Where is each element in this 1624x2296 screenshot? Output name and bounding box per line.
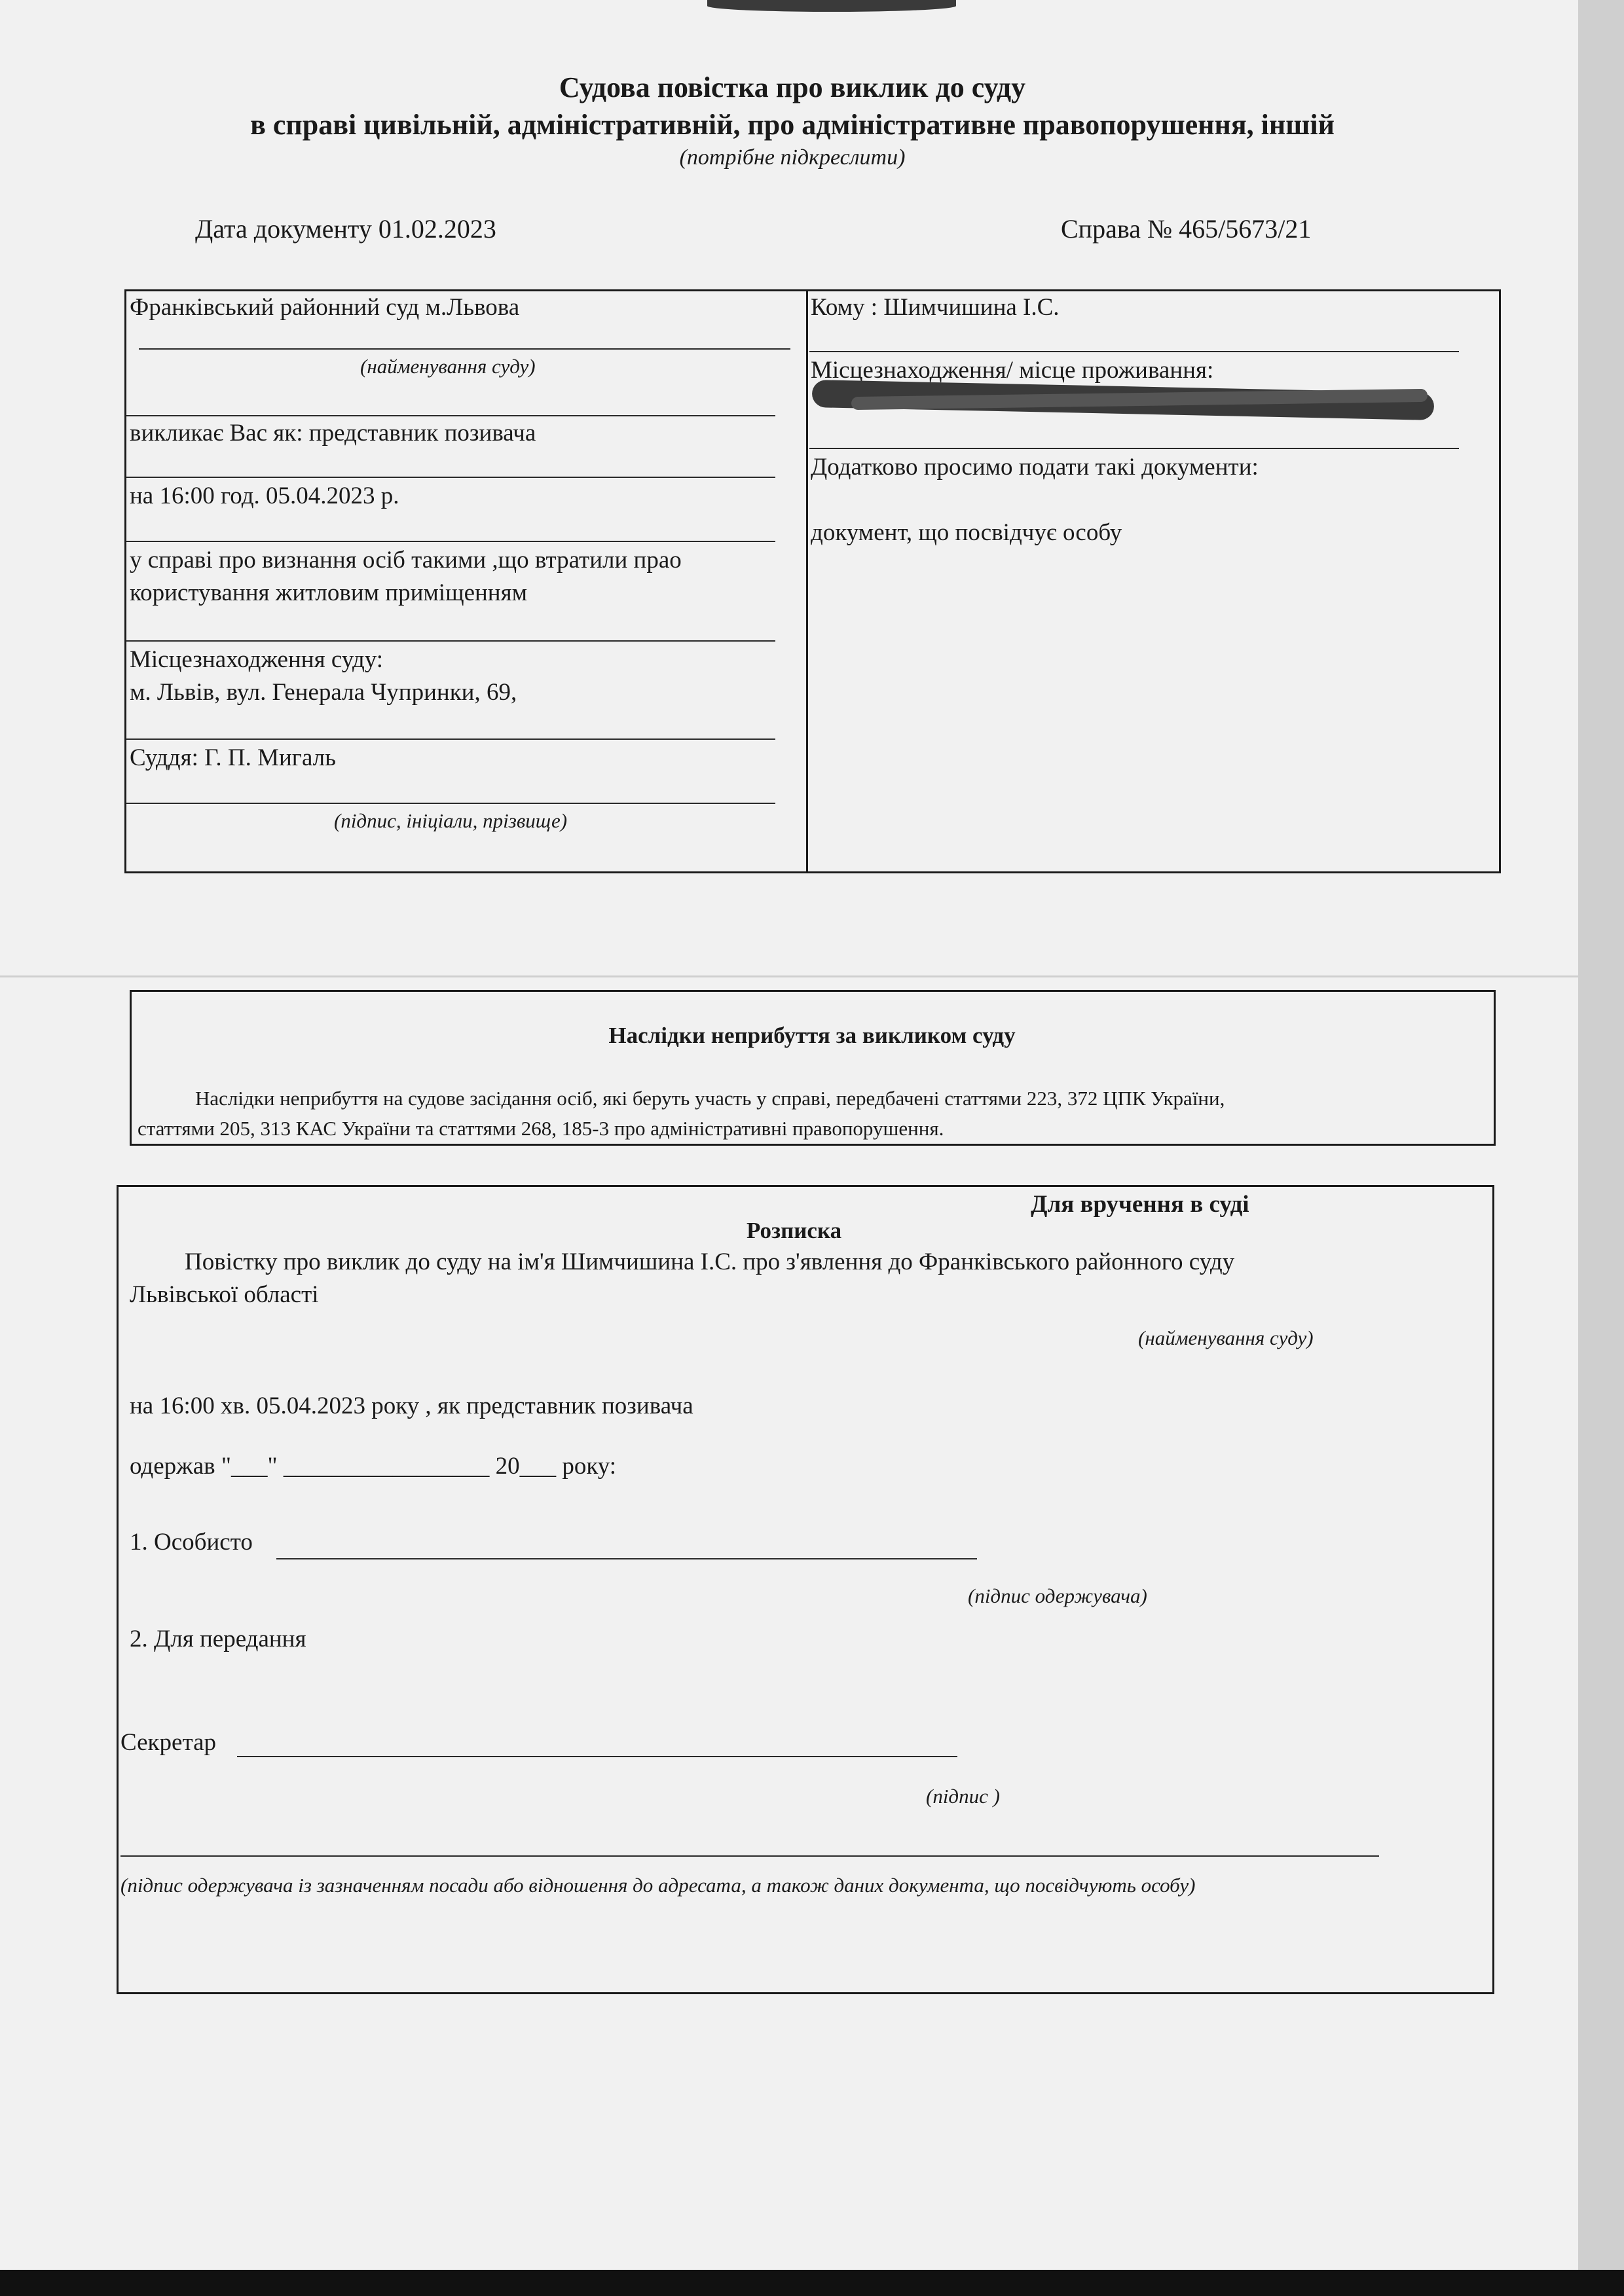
recipient-caption: (підпис одержувача) [968,1584,1147,1607]
extra-docs-label: Додатково просимо подати такі документи: [811,454,1259,481]
court-caption: (найменування суду) [360,355,536,378]
judge-caption: (підпис, ініціали, прізвище) [334,809,568,832]
title-line2: в справі цивільній, адміністративній, про адміністративне правопорушення, іншій [250,109,1335,141]
case-number: Справа № 465/5673/21 [1061,214,1312,244]
receipt-time: на 16:00 хв. 05.04.2023 року , як представник позивача [130,1393,693,1419]
paper-fold [0,975,1585,977]
receipt-box [117,1185,1494,1994]
divider-2 [126,477,775,478]
receipt-text-line1: Повістку про виклик до суду на ім'я Шимчишина І.С. про з'явлення до Франківського районного суду [185,1248,1235,1275]
divider-3 [126,541,775,542]
receipt-title: Розписка [747,1218,842,1243]
secretary-caption: (підпис ) [926,1785,1000,1808]
receipt-court-caption: (найменування суду) [1138,1326,1314,1349]
judge-name: Суддя: Г. П. Мигаль [130,744,337,771]
extra-docs: документ, що посвідчує особу [811,519,1122,546]
case-subject-line2: користування житловим приміщенням [130,579,528,606]
title-line1: Судова повістка про виклик до суду [559,71,1026,103]
court-line [139,348,790,350]
footer-caption: (підпис одержувача із зазначенням посади або відношення до адресата, а також даних документа, що посвідчують особу) [120,1874,1196,1897]
received-date: одержав "___" _________________ 20___ року: [130,1453,617,1480]
divider-1 [126,415,775,416]
scan-edge-bottom [0,2270,1624,2296]
court-location: м. Львів, вул. Генерала Чупринки, 69, [130,679,517,706]
secretary-signature-line [237,1756,957,1757]
scan-shadow [707,0,956,12]
consequences-line1: Наслідки неприбуття на судове засідання осіб, які беруть участь у справі, передбачені статтями 223, 372 ЦПК України, [195,1087,1225,1110]
summons-as: викликає Вас як: представник позивача [130,420,536,446]
delivery-note: Для вручення в суді [1031,1191,1249,1218]
divider-6 [126,803,775,804]
addressee-line [809,351,1459,352]
consequences-title: Наслідки неприбуття за викликом суду [608,1023,1016,1048]
personally-label: 1. Особисто [130,1529,253,1556]
transfer-label: 2. Для передання [130,1626,306,1652]
secretary-label: Секретар [120,1729,216,1756]
underline-note: (потрібне підкреслити) [679,145,906,170]
document-date: Дата документу 01.02.2023 [195,214,496,244]
divider-5 [126,738,775,740]
scan-edge-right [1578,0,1624,2296]
court-name: Франківський районний суд м.Львова [130,294,520,321]
residence-label: Місцезнаходження/ місце проживання: [811,357,1214,384]
addressee: Кому : Шимчишина І.С. [811,294,1060,321]
residence-line [809,448,1459,449]
footer-signature-line [120,1855,1379,1857]
divider-4 [126,640,775,642]
hearing-time: на 16:00 год. 05.04.2023 р. [130,483,399,509]
court-location-label: Місцезнаходження суду: [130,646,384,673]
personally-signature-line [276,1558,977,1559]
consequences-line2: статтями 205, 313 КАС України та статтями 268, 185-3 про адміністративні правопорушення. [138,1117,944,1140]
receipt-text-line2: Львівської області [130,1281,319,1308]
case-subject-line1: у справі про визнання осіб такими ,що втратили прао [130,547,682,574]
table-divider [806,289,808,873]
